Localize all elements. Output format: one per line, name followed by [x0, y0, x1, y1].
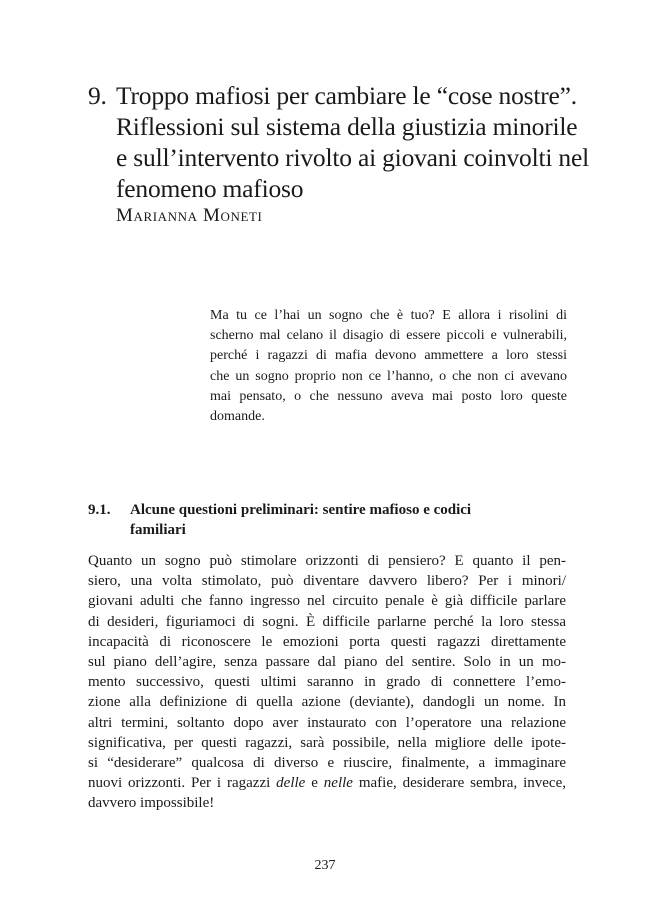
- chapter-title-line: fenomeno mafioso: [116, 174, 304, 203]
- chapter-title-line: e sull’intervento rivolto ai giovani coinvolti nel: [116, 143, 589, 172]
- italic-delle: delle: [276, 775, 306, 792]
- chapter-author: Marianna Moneti: [116, 205, 263, 226]
- body-line: nuovi orizzonti. Per i ragazzi delle e nelle mafie, desiderare sembra, invece,: [88, 775, 566, 792]
- body-line: davvero impossibile!: [88, 795, 215, 812]
- epigraph-line: mai pensato, o che nessuno aveva mai posto loro queste: [210, 388, 567, 404]
- body-line: zione alla definizione di quella azione (deviante), dandogli un nome. In: [88, 694, 566, 711]
- section-title-line: familiari: [130, 522, 186, 538]
- chapter-title-line: 9. Troppo mafiosi per cambiare le “cose nostre”.: [88, 81, 577, 110]
- body-line: Quanto un sogno può stimolare orizzonti di pensiero? E quanto il pen-: [88, 553, 566, 569]
- body-line: significativa, per questi ragazzi, sarà possibile, nella migliore delle ipote-: [88, 734, 566, 751]
- body-line: di desideri, figuriamoci di sogni. È difficile parlarne perché la loro stessa: [88, 613, 566, 630]
- body-line: altri termini, soltanto dopo aver instaurato con l’operatore una relazione: [88, 714, 566, 731]
- body-line: giovani adulti che fanno ingresso nel circuito penale è già difficile parlare: [88, 593, 566, 610]
- epigraph-line: scherno mal celano il disagio di essere piccoli e vulnerabili,: [210, 328, 567, 344]
- epigraph-line: Ma tu ce l’hai un sogno che è tuo? E allora i risolini di: [210, 308, 567, 323]
- chapter-heading: [88, 80, 589, 228]
- section-number: 9.1.: [88, 502, 111, 518]
- section-title-line: Alcune questioni preliminari: sentire mafioso e codici: [130, 502, 472, 518]
- epigraph-line: che un sogno proprio non ce l’hanno, o che non ci avevano: [210, 368, 567, 384]
- epigraph: [210, 306, 567, 427]
- body-line: incapacità di riconoscere le emozioni porta questi ragazzi direttamente: [88, 633, 566, 650]
- chapter-title: [88, 80, 589, 204]
- page-number: 237: [314, 858, 336, 873]
- chapter-title-line: Riflessioni sul sistema della giustizia minorile: [116, 112, 578, 141]
- body-line: si “desiderare” qualcosa di diverso e riuscire, finalmente, a immaginare: [88, 754, 566, 771]
- epigraph-line: perché i ragazzi di mafia devono ammettere a loro stessi: [210, 348, 567, 364]
- section-heading: [88, 500, 568, 540]
- body-line: mento successivo, questi ultimi saranno in grado di connettere l’emo-: [88, 674, 566, 691]
- epigraph-line: domande.: [210, 409, 265, 425]
- italic-nelle: nelle: [323, 775, 353, 792]
- body-line: sul piano dell’agire, senza passare dal piano del sentire. Solo in un mo-: [88, 653, 566, 670]
- body-paragraph: [88, 551, 566, 813]
- chapter-number: 9.: [88, 81, 107, 110]
- body-line: siero, una volta stimolato, può diventare davvero libero? Per i minori/: [88, 573, 566, 590]
